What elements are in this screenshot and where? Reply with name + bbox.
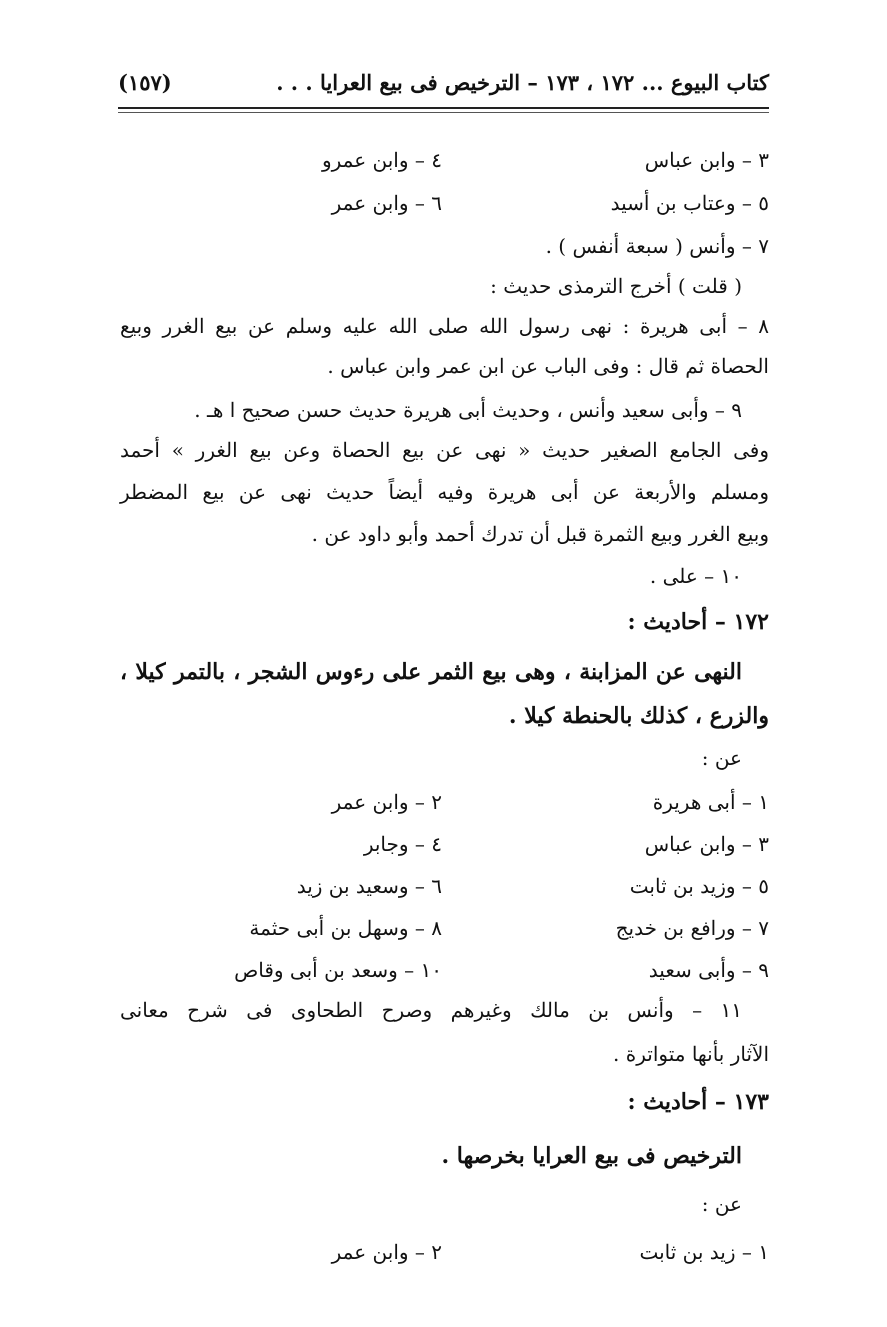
narrator-3: ٣ – وابن عباس: [644, 832, 769, 856]
narrator-10: ١٠ – وسعد بن أبى وقاص: [234, 958, 442, 982]
body-line: الحصاة ثم قال : وفى الباب عن ابن عمر وابن عباس .: [327, 354, 769, 378]
narrator-1: ١ – أبى هريرة: [652, 790, 769, 814]
section-173-text: الترخيص فى بيع العرايا بخرصها .: [441, 1143, 742, 1169]
section-heading-173: ١٧٣ – أحاديث :: [627, 1089, 769, 1115]
body-line: الآثار بأنها متواترة .: [613, 1042, 769, 1066]
header-rule-thin: [118, 112, 769, 113]
narrator-1: ١ – زيد بن ثابت: [639, 1240, 769, 1264]
narrator-6: ٦ – وسعيد بن زيد: [296, 874, 442, 898]
narrator-6: ٦ – وابن عمر: [331, 191, 442, 215]
body-line: ومسلم والأربعة عن أبى هريرة وفيه أيضاً حديث نهى عن بيع المضطر: [120, 480, 769, 504]
section-172-text: النهى عن المزابنة ، وهى بيع الثمر على رءوس الشجر ، بالتمر كيلا ،: [120, 659, 742, 685]
narrator-7: ٧ – ورافع بن خديج: [615, 916, 769, 940]
narrator-5: ٥ – وعتاب بن أسيد: [610, 191, 769, 215]
body-line: ١٠ – على .: [649, 564, 742, 588]
quote-intro: ( قلت ) أخرج الترمذى حديث :: [490, 274, 742, 298]
narrator-7-line: ٧ – وأنس ( سبعة أنفس ) .: [545, 234, 769, 258]
narrator-9: ٩ – وأبى سعيد: [648, 958, 769, 982]
body-line: ١١ – وأنس بن مالك وغيرهم وصرح الطحاوى فى شرح معانى: [120, 998, 742, 1022]
narrator-4: ٤ – وابن عمرو: [321, 148, 442, 172]
header-rule: [118, 107, 769, 109]
section-heading-172: ١٧٢ – أحاديث :: [627, 609, 769, 635]
header-title: كتاب البيوع ... ١٧٢ ، ١٧٣ – الترخيص فى بيع العرايا . . .: [276, 69, 769, 95]
body-line: ٨ – أبى هريرة : نهى رسول الله صلى الله عليه وسلم عن بيع الغرر وبيع: [120, 314, 769, 338]
an-label: عن :: [701, 746, 742, 770]
section-172-text: والزرع ، كذلك بالحنطة كيلا .: [508, 703, 769, 729]
an-label: عن :: [701, 1192, 742, 1216]
narrator-4: ٤ – وجابر: [363, 832, 442, 856]
narrator-2: ٢ – وابن عمر: [331, 1240, 442, 1264]
narrator-8: ٨ – وسهل بن أبى حثمة: [249, 916, 442, 940]
body-line: وفى الجامع الصغير حديث « نهى عن بيع الحصاة وعن بيع الغرر » أحمد: [120, 438, 769, 462]
page-number: (١٥٧): [118, 69, 172, 95]
narrator-3: ٣ – وابن عباس: [644, 148, 769, 172]
running-header: [118, 62, 769, 102]
narrator-2: ٢ – وابن عمر: [331, 790, 442, 814]
body-line: وبيع الغرر وبيع الثمرة قبل أن تدرك أحمد وأبو داود عن .: [311, 522, 769, 546]
body-line: ٩ – وأبى سعيد وأنس ، وحديث أبى هريرة حديث حسن صحيح ا هـ .: [194, 398, 742, 422]
narrator-5: ٥ – وزيد بن ثابت: [629, 874, 769, 898]
